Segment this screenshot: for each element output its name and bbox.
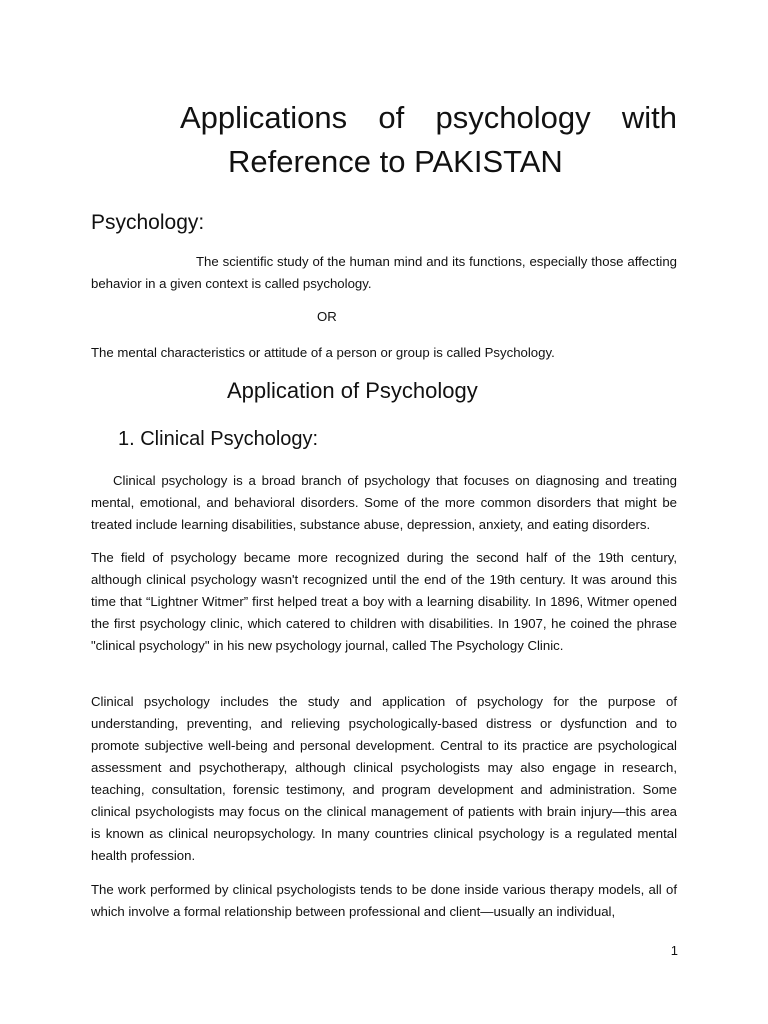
page-number: 1 bbox=[670, 943, 678, 958]
paragraph-1: Clinical psychology is a broad branch of psychology that focuses on diagnosing and treating mental, emotional, and behavioral disorders. Some of the more common disorders that might be treated include learning disabilities, substance abuse, depression, anxiety, and eating disorders. bbox=[91, 473, 677, 532]
psychology-definition-2: The mental characteristics or attitude of a person or group is called Psychology. bbox=[91, 345, 555, 360]
psychology-heading: Psychology: bbox=[91, 211, 205, 234]
section-title: Application of Psychology bbox=[227, 378, 478, 403]
subsection-title: 1. Clinical Psychology: bbox=[118, 428, 319, 450]
psychology-definition-1: The scientific study of the human mind and its functions, especially those affecting behavior in a given context is called psychology. bbox=[91, 254, 677, 291]
paragraph-4: The work performed by clinical psychologists tends to be done inside various therapy models, all of which involve a formal relationship between professional and client—usually an individual, bbox=[91, 882, 677, 919]
paragraph-2: The field of psychology became more recognized during the second half of the 19th century, although clinical psychology wasn't recognized until the end of the 19th century. It was around this time that “Lightner Witmer” first helped treat a boy with a learning disability. In 1896, Witmer opened the first psychology clinic, which catered to children with disabilities. In 1907, he coined the phrase "clinical psychology" in his new psychology journal, called The Psychology Clinic. bbox=[91, 550, 677, 653]
or-separator: OR bbox=[317, 309, 337, 324]
paragraph-3: Clinical psychology includes the study and application of psychology for the purpose of understanding, preventing, and relieving psychologically-based distress or dysfunction and to promote subjective well-being and personal development. Central to its practice are psychological assessment and psychotherapy, although clinical psychologists may also engage in research, teaching, consultation, forensic testimony, and program development and administration. Some clinical psychologists may focus on the clinical management of patients with brain injury—this area is known as clinical neuropsychology. In many countries clinical psychology is a regulated mental health profession. bbox=[91, 694, 677, 863]
title-line-1: Applications of psychology with bbox=[180, 100, 677, 135]
document-title bbox=[180, 96, 677, 184]
title-line-2: Reference to PAKISTAN bbox=[228, 144, 563, 179]
